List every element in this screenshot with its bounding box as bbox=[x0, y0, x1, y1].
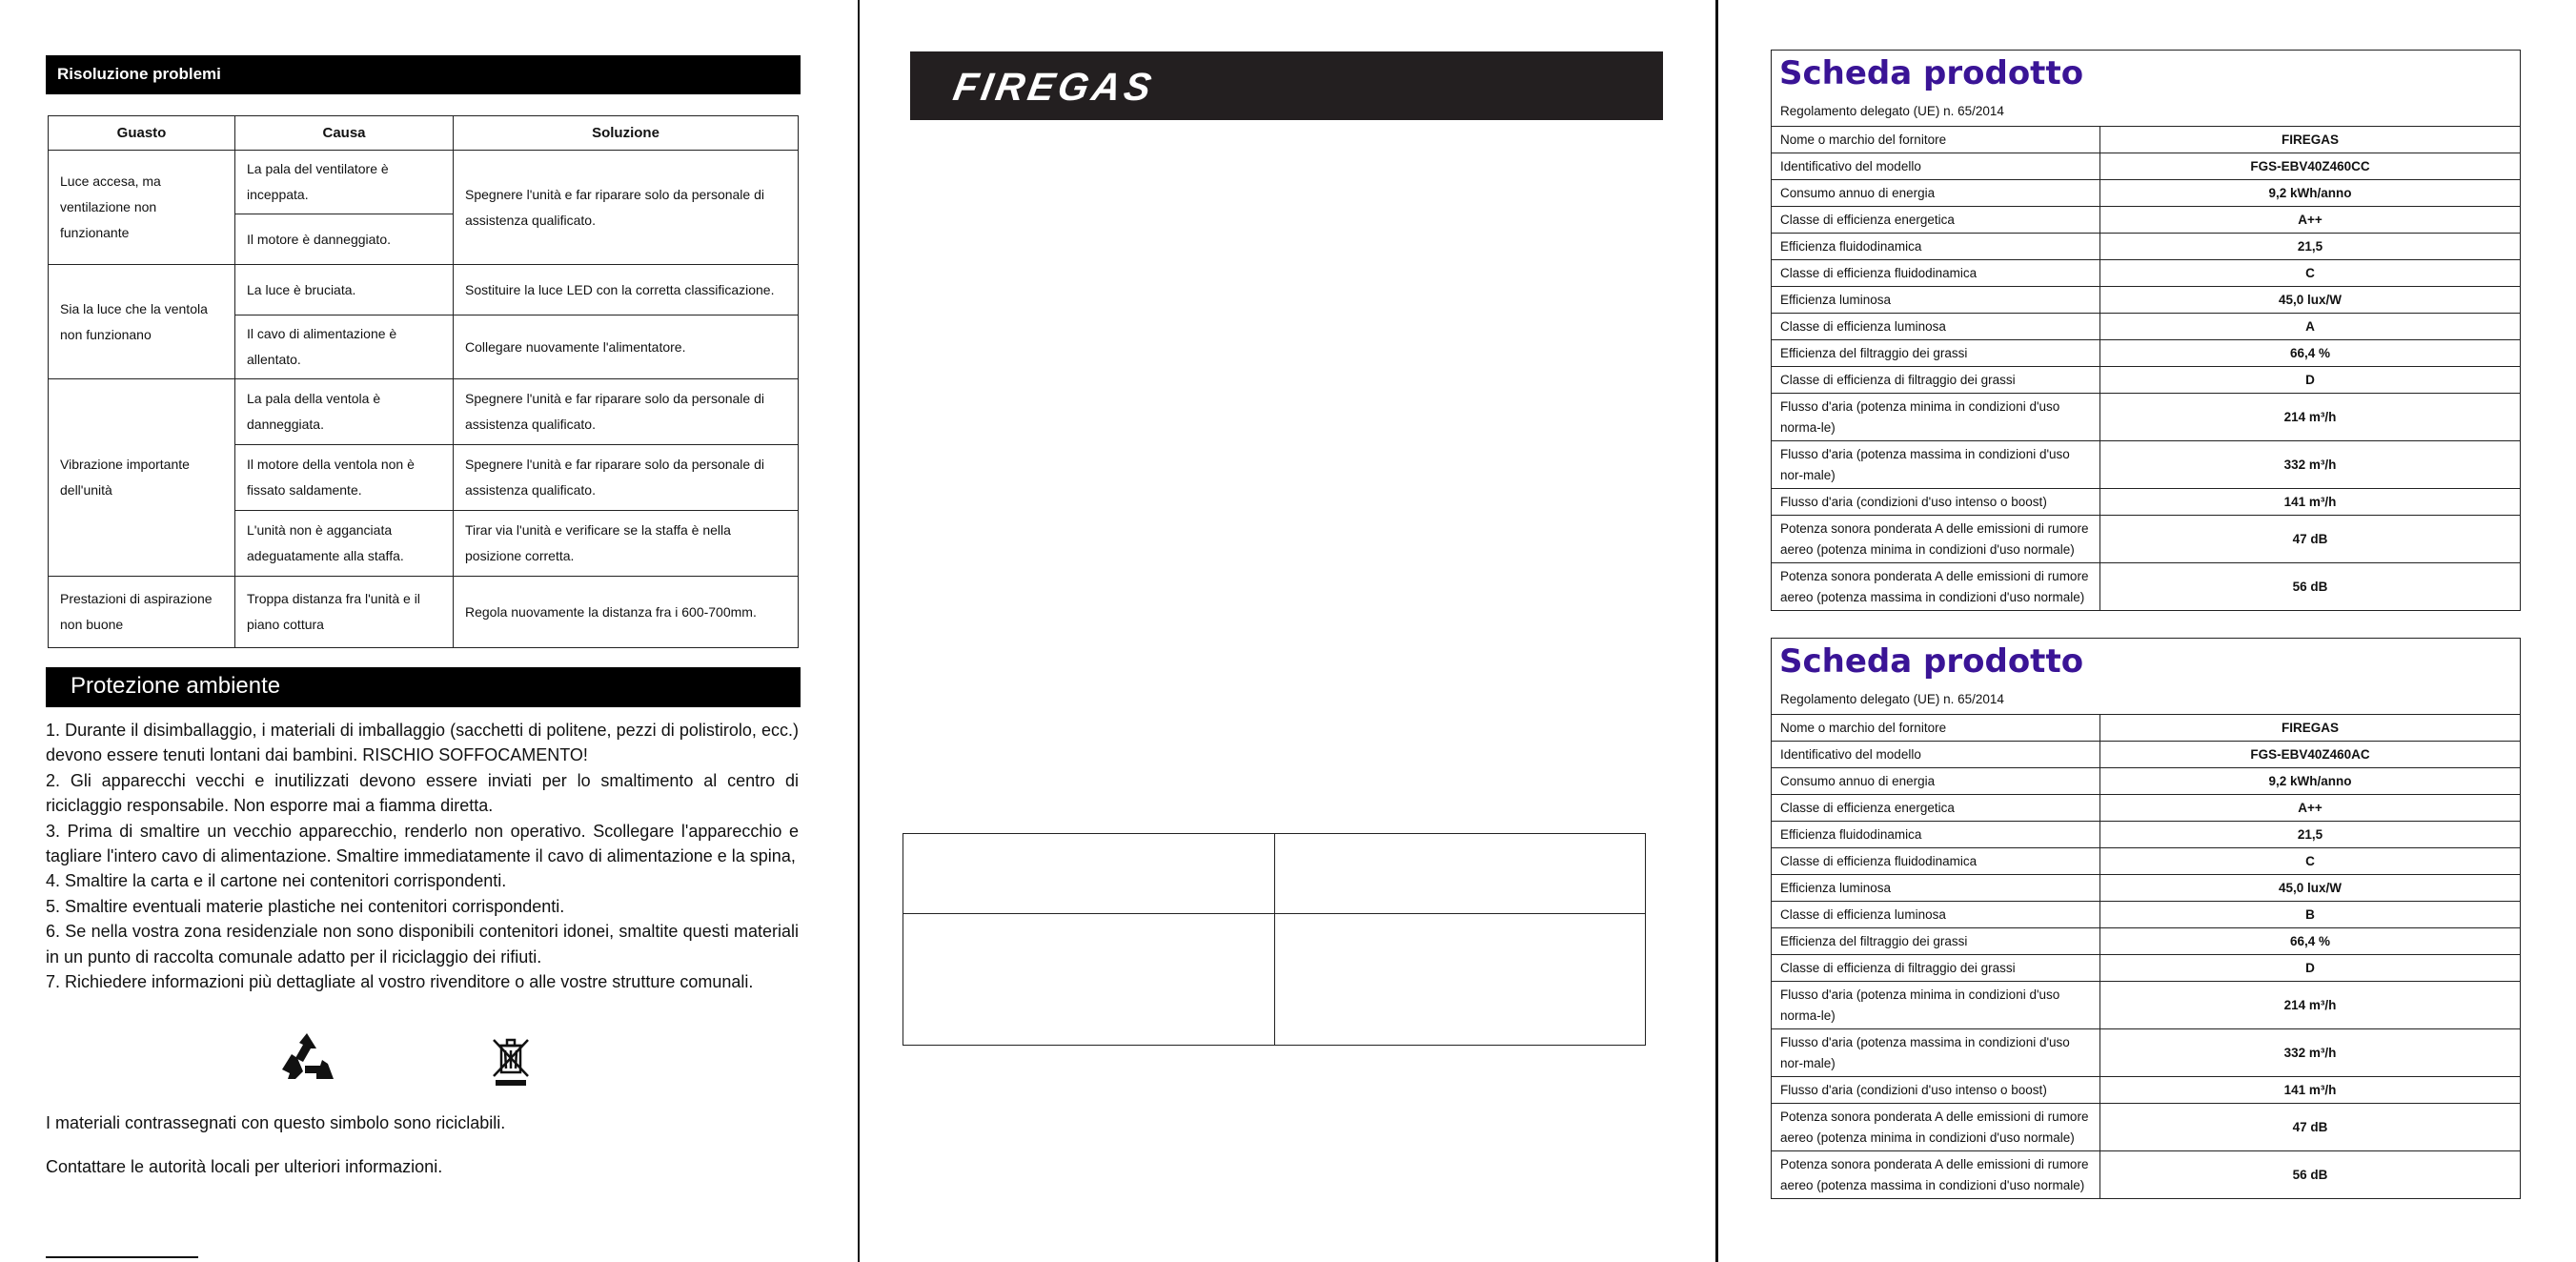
environment-list bbox=[46, 718, 799, 994]
spec-label: Efficienza luminosa bbox=[1772, 875, 2100, 902]
crossed-out-bin-icon bbox=[491, 1034, 531, 1088]
sheet-title: Scheda prodotto bbox=[1779, 642, 2084, 681]
spec-value: 9,2 kWh/anno bbox=[2100, 180, 2521, 207]
spec-label: Potenza sonora ponderata A delle emissioni di rumore aereo (potenza massima in condizioni d'uso normale) bbox=[1772, 563, 2100, 611]
fault-cell: Vibrazione importante dell'unità bbox=[49, 379, 235, 577]
table-row bbox=[1772, 207, 2520, 234]
solution-cell: Spegnere l'unità e far riparare solo da personale di assistenza qualificato. bbox=[454, 445, 799, 511]
list-item: 1. Durante il disimballaggio, i materiali di imballaggio (sacchetti di politene, pezzi di polistirolo, ecc.) devono essere tenuti lontani dai bambini. RISCHIO SOFFOCAMENTO! bbox=[46, 721, 799, 765]
fault-cell: Sia la luce che la ventola non funzionano bbox=[49, 265, 235, 379]
spec-label: Flusso d'aria (condizioni d'uso intenso o boost) bbox=[1772, 1077, 2100, 1104]
table-row bbox=[1772, 902, 2520, 928]
table-row bbox=[1772, 314, 2520, 340]
product-sheet bbox=[1771, 638, 2521, 1199]
spec-label: Flusso d'aria (potenza massima in condizioni d'uso nor-male) bbox=[1772, 441, 2100, 489]
spec-value: A++ bbox=[2100, 795, 2521, 822]
blank-table bbox=[903, 833, 1646, 1046]
solution-cell: Spegnere l'unità e far riparare solo da personale di assistenza qualificato. bbox=[454, 151, 799, 265]
table-row bbox=[1772, 1151, 2520, 1199]
fault-cell: Prestazioni di aspirazione non buone bbox=[49, 577, 235, 648]
spec-value: C bbox=[2100, 260, 2521, 287]
table-row bbox=[1772, 489, 2520, 516]
spec-value: FIREGAS bbox=[2100, 127, 2521, 153]
fault-cell: Luce accesa, ma ventilazione non funzionante bbox=[49, 151, 235, 265]
troubleshooting-table bbox=[48, 115, 799, 648]
cause-cell: L'unità non è agganciata adeguatamente alla staffa. bbox=[235, 511, 454, 577]
sheet-header bbox=[1772, 639, 2520, 715]
column-header-solution: Soluzione bbox=[454, 116, 799, 151]
spec-value: 332 m³/h bbox=[2100, 441, 2521, 489]
spec-value: 56 dB bbox=[2100, 563, 2521, 611]
table-row bbox=[1772, 848, 2520, 875]
empty-cell bbox=[903, 914, 1275, 1046]
list-item: 4. Smaltire la carta e il cartone nei contenitori corrispondenti. bbox=[46, 871, 507, 891]
spec-label: Flusso d'aria (potenza massima in condizioni d'uso nor-male) bbox=[1772, 1029, 2100, 1077]
sheet-table bbox=[1772, 127, 2520, 610]
troubleshooting-heading: Risoluzione problemi bbox=[46, 55, 801, 94]
spec-value: C bbox=[2100, 848, 2521, 875]
spec-value: FIREGAS bbox=[2100, 715, 2521, 742]
spec-label: Classe di efficienza fluidodinamica bbox=[1772, 260, 2100, 287]
table-row bbox=[1772, 234, 2520, 260]
column-header-cause: Causa bbox=[235, 116, 454, 151]
contact-note: Contattare le autorità locali per ulteriori informazioni. bbox=[46, 1157, 443, 1176]
table-row bbox=[49, 151, 799, 214]
spec-label: Potenza sonora ponderata A delle emissioni di rumore aereo (potenza minima in condizioni d'uso normale) bbox=[1772, 1104, 2100, 1151]
cause-cell: Troppa distanza fra l'unità e il piano cottura bbox=[235, 577, 454, 648]
table-row bbox=[903, 914, 1646, 1046]
cause-cell: Il motore della ventola non è fissato saldamente. bbox=[235, 445, 454, 511]
spec-label: Consumo annuo di energia bbox=[1772, 180, 2100, 207]
table-row bbox=[1772, 516, 2520, 563]
table-row bbox=[1772, 982, 2520, 1029]
spec-label: Identificativo del modello bbox=[1772, 153, 2100, 180]
cause-cell: Il motore è danneggiato. bbox=[235, 214, 454, 265]
spec-label: Efficienza luminosa bbox=[1772, 287, 2100, 314]
solution-cell: Collegare nuovamente l'alimentatore. bbox=[454, 316, 799, 379]
table-row bbox=[1772, 822, 2520, 848]
cause-cell: La pala del ventilatore è inceppata. bbox=[235, 151, 454, 214]
spec-label: Classe di efficienza luminosa bbox=[1772, 314, 2100, 340]
list-item: 6. Se nella vostra zona residenziale non sono disponibili contenitori idonei, smaltite questi materiali in un punto di raccolta comunale adatto per il riciclaggio dei rifiuti. bbox=[46, 922, 799, 967]
table-row bbox=[49, 265, 799, 316]
spec-value: FGS-EBV40Z460CC bbox=[2100, 153, 2521, 180]
table-row bbox=[1772, 1029, 2520, 1077]
spec-label: Classe di efficienza energetica bbox=[1772, 795, 2100, 822]
spec-value: A++ bbox=[2100, 207, 2521, 234]
table-row bbox=[1772, 1077, 2520, 1104]
spec-label: Classe di efficienza di filtraggio dei grassi bbox=[1772, 955, 2100, 982]
spec-label: Flusso d'aria (condizioni d'uso intenso o boost) bbox=[1772, 489, 2100, 516]
spec-label: Classe di efficienza fluidodinamica bbox=[1772, 848, 2100, 875]
empty-cell bbox=[1274, 914, 1646, 1046]
spec-label: Efficienza fluidodinamica bbox=[1772, 234, 2100, 260]
spec-value: 141 m³/h bbox=[2100, 1077, 2521, 1104]
table-row bbox=[1772, 180, 2520, 207]
list-item: 3. Prima di smaltire un vecchio apparecchio, renderlo non operativo. Scollegare l'apparecchio e tagliare l'intero cavo di alimentazione. Smaltire immediatamente il cavo di alimentazione e la spina, bbox=[46, 821, 799, 866]
solution-cell: Sostituire la luce LED con la corretta classificazione. bbox=[454, 265, 799, 316]
spec-value: 214 m³/h bbox=[2100, 982, 2521, 1029]
recycle-icon bbox=[278, 1031, 335, 1085]
table-row bbox=[1772, 715, 2520, 742]
column-header-fault: Guasto bbox=[49, 116, 235, 151]
list-item: 5. Smaltire eventuali materie plastiche nei contenitori corrispondenti. bbox=[46, 896, 565, 916]
table-row bbox=[1772, 260, 2520, 287]
spec-value: 214 m³/h bbox=[2100, 394, 2521, 441]
spec-value: 66,4 % bbox=[2100, 928, 2521, 955]
spec-value: A bbox=[2100, 314, 2521, 340]
spec-label: Classe di efficienza di filtraggio dei grassi bbox=[1772, 367, 2100, 394]
sheet-regulation: Regolamento delegato (UE) n. 65/2014 bbox=[1780, 104, 2004, 118]
spec-value: D bbox=[2100, 955, 2521, 982]
page-middle bbox=[861, 0, 1718, 1262]
spec-value: 45,0 lux/W bbox=[2100, 287, 2521, 314]
spec-label: Nome o marchio del fornitore bbox=[1780, 720, 1947, 735]
solution-cell: Regola nuovamente la distanza fra i 600-700mm. bbox=[454, 577, 799, 648]
list-item: 2. Gli apparecchi vecchi e inutilizzati devono essere inviati per lo smaltimento al centro di riciclaggio responsabile. Non esporre mai a fiamma diretta. bbox=[46, 770, 799, 816]
table-row bbox=[1772, 928, 2520, 955]
table-row bbox=[1772, 127, 2520, 153]
spec-label: Potenza sonora ponderata A delle emissioni di rumore aereo (potenza massima in condizioni d'uso normale) bbox=[1772, 1151, 2100, 1199]
table-row bbox=[49, 577, 799, 648]
environment-heading: Protezione ambiente bbox=[46, 667, 801, 707]
spec-value: B bbox=[2100, 902, 2521, 928]
spec-value: D bbox=[2100, 367, 2521, 394]
solution-cell: Spegnere l'unità e far riparare solo da personale di assistenza qualificato. bbox=[454, 379, 799, 445]
empty-cell bbox=[1274, 834, 1646, 914]
divider bbox=[46, 1256, 198, 1258]
spec-value: 332 m³/h bbox=[2100, 1029, 2521, 1077]
spec-value: 45,0 lux/W bbox=[2100, 875, 2521, 902]
spec-label: Potenza sonora ponderata A delle emissioni di rumore aereo (potenza minima in condizioni d'uso normale) bbox=[1772, 516, 2100, 563]
table-row bbox=[1772, 394, 2520, 441]
table-row bbox=[1772, 795, 2520, 822]
spec-label: Nome o marchio del fornitore bbox=[1780, 132, 1947, 147]
brand-banner bbox=[910, 51, 1663, 120]
cause-cell: La luce è bruciata. bbox=[235, 265, 454, 316]
table-row bbox=[1772, 441, 2520, 489]
table-row bbox=[1772, 153, 2520, 180]
product-sheet bbox=[1771, 50, 2521, 611]
table-row bbox=[1772, 955, 2520, 982]
sheet-header bbox=[1772, 51, 2520, 127]
sheet-title: Scheda prodotto bbox=[1779, 54, 2084, 92]
recyclable-note: I materiali contrassegnati con questo simbolo sono riciclabili. bbox=[46, 1113, 506, 1132]
spec-value: 56 dB bbox=[2100, 1151, 2521, 1199]
spec-label: Efficienza fluidodinamica bbox=[1772, 822, 2100, 848]
spec-label: Efficienza del filtraggio dei grassi bbox=[1772, 340, 2100, 367]
spec-label: Classe di efficienza energetica bbox=[1772, 207, 2100, 234]
table-row bbox=[903, 834, 1646, 914]
page-right bbox=[1721, 0, 2576, 1262]
spec-label: Classe di efficienza luminosa bbox=[1772, 902, 2100, 928]
cause-cell: La pala della ventola è danneggiata. bbox=[235, 379, 454, 445]
table-row bbox=[1772, 875, 2520, 902]
spec-value: FGS-EBV40Z460AC bbox=[2100, 742, 2521, 768]
spec-value: 21,5 bbox=[2100, 822, 2521, 848]
table-row bbox=[1772, 287, 2520, 314]
spec-value: 141 m³/h bbox=[2100, 489, 2521, 516]
table-row bbox=[1772, 1104, 2520, 1151]
spec-label: Flusso d'aria (potenza minima in condizioni d'uso norma-le) bbox=[1772, 394, 2100, 441]
cause-cell: Il cavo di alimentazione è allentato. bbox=[235, 316, 454, 379]
sheet-table bbox=[1772, 715, 2520, 1198]
table-row bbox=[1772, 563, 2520, 611]
spec-label: Efficienza del filtraggio dei grassi bbox=[1772, 928, 2100, 955]
solution-cell: Tirar via l'unità e verificare se la staffa è nella posizione corretta. bbox=[454, 511, 799, 577]
spec-value: 9,2 kWh/anno bbox=[2100, 768, 2521, 795]
table-header-row bbox=[49, 116, 799, 151]
table-row bbox=[49, 379, 799, 445]
spec-value: 66,4 % bbox=[2100, 340, 2521, 367]
spec-label: Flusso d'aria (potenza minima in condizioni d'uso norma-le) bbox=[1772, 982, 2100, 1029]
sheet-regulation: Regolamento delegato (UE) n. 65/2014 bbox=[1780, 692, 2004, 706]
firegas-logo: FIREGAS bbox=[950, 65, 1159, 109]
table-row bbox=[1772, 768, 2520, 795]
spec-value: 47 dB bbox=[2100, 516, 2521, 563]
table-row bbox=[1772, 742, 2520, 768]
page-left bbox=[0, 0, 860, 1262]
spec-value: 47 dB bbox=[2100, 1104, 2521, 1151]
spec-value: 21,5 bbox=[2100, 234, 2521, 260]
spec-label: Consumo annuo di energia bbox=[1772, 768, 2100, 795]
list-item: 7. Richiedere informazioni più dettagliate al vostro rivenditore o alle vostre strutture comunali. bbox=[46, 972, 754, 992]
table-row bbox=[1772, 340, 2520, 367]
table-row bbox=[1772, 367, 2520, 394]
empty-cell bbox=[903, 834, 1275, 914]
spec-label: Identificativo del modello bbox=[1772, 742, 2100, 768]
